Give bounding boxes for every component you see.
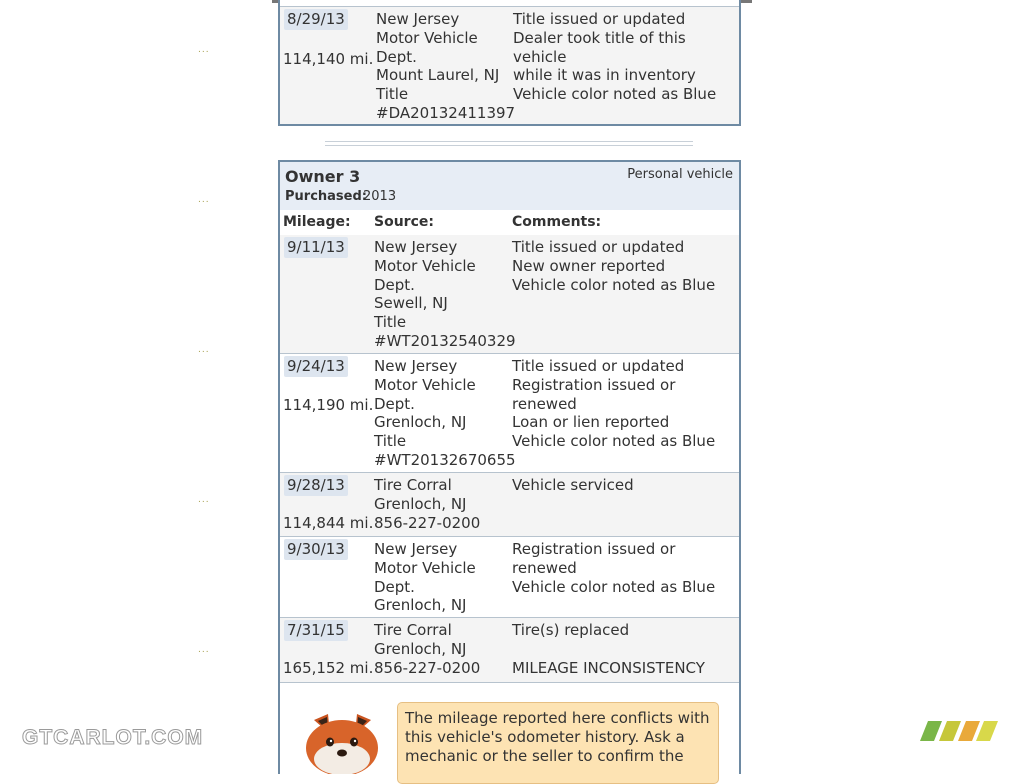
side-dots: ... [198, 495, 210, 505]
purchased-label: Purchased: [285, 189, 367, 204]
record-comments: Registration issued or renewed Vehicle color noted as Blue [512, 540, 716, 596]
side-dots: ... [198, 345, 210, 355]
record-comments: Vehicle serviced [512, 476, 634, 494]
record-mileage: 114,190 mi. [283, 396, 374, 414]
history-record [280, 537, 739, 618]
record-source: Tire Corral Grenloch, NJ 856-227-0200 [374, 621, 481, 677]
column-headers [280, 210, 739, 236]
record-mileage: 165,152 mi. [283, 659, 374, 677]
record-comments: Tire(s) replaced MILEAGE INCONSISTENCY [512, 621, 705, 677]
side-dots: ... [198, 645, 210, 655]
record-date: 9/28/13 [284, 475, 348, 496]
side-dots: ... [198, 45, 210, 55]
record-comments: Title issued or updated Registration issued or renewed Loan or lien reported Vehicle color noted as Blue [512, 357, 716, 451]
record-date: 8/29/13 [284, 9, 348, 30]
stripes-logo-icon [920, 721, 998, 741]
owner-separator [325, 145, 693, 146]
record-source: Tire Corral Grenloch, NJ 856-227-0200 [374, 476, 481, 532]
record-source: New Jersey Motor Vehicle Dept. Grenloch, NJ [374, 540, 476, 615]
record-comments: Title issued or updated Dealer took title of this vehicle while it was in inventory Vehicle color noted as Blue [513, 10, 717, 104]
side-dots: ... [198, 195, 210, 205]
record-date: 9/24/13 [284, 356, 348, 377]
site-watermark: GTCARLOT.COM [22, 726, 204, 749]
history-record [280, 473, 739, 537]
history-record [280, 354, 739, 473]
owner-separator [325, 141, 693, 142]
owner-panel [278, 160, 741, 774]
record-date: 9/30/13 [284, 539, 348, 560]
record-date: 7/31/15 [284, 620, 348, 641]
record-date: 9/11/13 [284, 237, 348, 258]
history-record [280, 235, 739, 354]
mileage-column-header: Mileage: [283, 214, 351, 230]
mileage-alert-box [397, 702, 719, 784]
owner-header [280, 162, 739, 211]
previous-owner-panel [278, 0, 741, 126]
owner-title: Owner 3 [285, 167, 361, 186]
record-comments: Title issued or updated New owner reported Vehicle color noted as Blue [512, 238, 716, 294]
source-column-header: Source: [374, 214, 434, 230]
comments-column-header: Comments: [512, 214, 602, 230]
record-mileage: 114,140 mi. [283, 50, 374, 68]
history-record [280, 618, 739, 683]
record-source: New Jersey Motor Vehicle Dept. Mount Laurel, NJ Title #DA20132411397 [376, 10, 516, 122]
record-source: New Jersey Motor Vehicle Dept. Sewell, NJ Title #WT20132540329 [374, 238, 516, 350]
mileage-alert-text: The mileage reported here conflicts with this vehicle's odometer history. Ask a mechanic or the seller to confirm the [405, 709, 710, 765]
record-mileage: 114,844 mi. [283, 514, 374, 532]
purchased-value: 2013 [363, 189, 397, 204]
owner-type: Personal vehicle [627, 167, 733, 182]
fox-mascot-icon [300, 712, 385, 774]
history-record [280, 6, 739, 124]
record-source: New Jersey Motor Vehicle Dept. Grenloch, NJ Title #WT20132670655 [374, 357, 516, 469]
